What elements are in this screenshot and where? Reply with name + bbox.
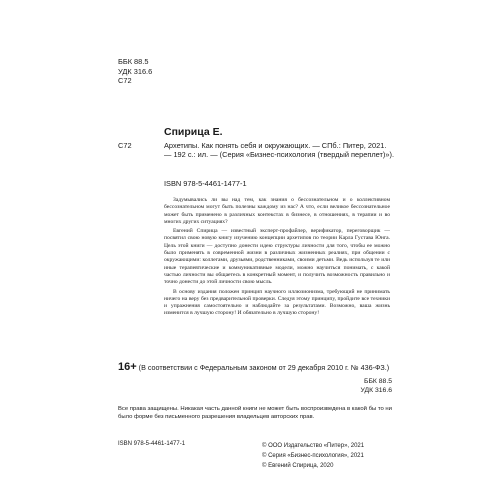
author-mark: С72 [118, 76, 132, 86]
copyright-series: © Серия «Бизнес-психология», 2021 [262, 453, 364, 459]
author-name: Спирица Е. [164, 126, 223, 138]
age-rating-mark: 16+ [118, 361, 137, 373]
age-rating-note: (В соответствии с Федеральным законом от 29 декабря 2010 г. № 436-ФЗ.) [138, 363, 390, 372]
bbk-code: ББК 88.5 [118, 57, 149, 66]
annotation-paragraph: Евгений Спирица — известный эксперт-профайлер, верификатор, переговорщик — посвятил свою новую книгу изучению концепции архетипов по теории Карла Густава Юнга. Цель этой книги — доступно донести идею структуры личности для того, чтобы ее можно было применять в современной жизни в различных жизненных реалиях, при общении с окружающими: коллегами, друзьями, родственниками, своими детьми. Ведь используя те или иные терапевтические и коммуникативные модели, можно научиться понимать, с какой частью личности вы общаетесь в конкретный момент, и получить возможность правильно и точно донести до этой личности свою мысль. [164, 228, 390, 286]
catalog-code: С72 [118, 141, 132, 150]
annotation-paragraph: В основу издания положен принцип научного иллюзионизма, требующий не принимать ничего на веру без предварительной проверки. Следуя этому принципу, пройдите все техники и упражнения самостоятельно и наблюдайте за результатами. Возможно, ваша жизнь изменится в лучшую сторону! И обязательно в лучшую сторону! [164, 288, 390, 317]
copyright-author: © Евгений Спирица, 2020 [262, 463, 334, 469]
annotation [164, 197, 390, 320]
age-rating [118, 361, 389, 373]
udk-code: УДК 316.6 [118, 66, 153, 76]
annotation-paragraph: Задумывались ли вы над тем, как знания о бессознательном и о коллективном бессознательном могут быть полезны каждому из нас? А что, если великое бессознательное может быть применено в различных контекстах в бизнесе, в отношениях, в терапии и во многих других ситуациях? [164, 197, 390, 225]
isbn-footer: ISBN 978-5-4461-1477-1 [118, 441, 186, 447]
copyright-publisher: © ООО Издательство «Питер», 2021 [262, 443, 365, 449]
rights-notice: Все права защищены. Никакая часть данной книги не может быть воспроизведена в какой бы то ни было форме без письменного разрешения владельцев авторских прав. [118, 406, 392, 420]
bibliographic-description: Архетипы. Как понять себя и окружающих. — СПб.: Питер, 2021. — 192 с.: ил. — (Серия «Бизнес-психология (твердый переплет)»). [164, 141, 395, 160]
classification-codes-repeat [344, 378, 392, 395]
copyright-lines [262, 441, 364, 471]
udk-code-repeat: УДК 316.6 [360, 386, 392, 394]
isbn: ISBN 978-5-4461-1477-1 [164, 179, 247, 188]
classification-codes [118, 57, 152, 86]
bbk-code-repeat: ББК 88.5 [364, 378, 392, 385]
